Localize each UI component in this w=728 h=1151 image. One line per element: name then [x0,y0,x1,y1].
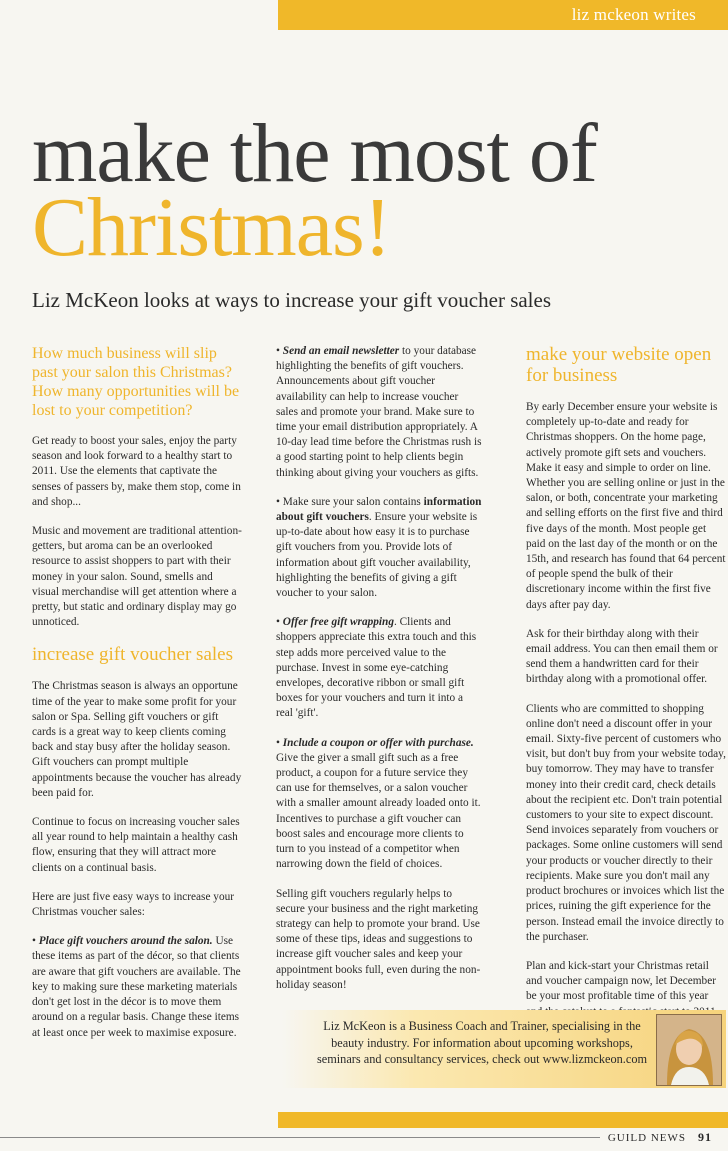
bullet-lead: Send an email newsletter [282,345,400,357]
intro-text: How much business will slip past your salon this Christmas? How many opportunities will be lost to your competition? [32,345,240,419]
bullet-item: • Offer free gift wrapping. Clients and shoppers appreciate this extra touch and this step adds more perceived value to the purchase. Invest in some eye-catching envelopes, decorative ribbon or small gift boxes for your vouchers and turn it into a real 'gift'. [276,616,477,720]
section-header-bar [278,0,728,30]
author-photo [656,1014,722,1086]
paragraph: Selling gift vouchers regularly helps to secure your business and the right marketing strategy can help to promote your brand. Use some of these tips, ideas and suggestions to increase gift voucher sales and keep your appointment books full, even during the non-holiday season! [276,887,481,991]
page-number: 91 [698,1130,712,1144]
publication-name: GUILD NEWS [607,1132,686,1144]
headline-line-1: make the most of [32,107,597,200]
article-column-1 [32,344,242,1055]
paragraph: Continue to focus on increasing voucher sales all year round to help maintain a healthy cash flow, ensuring that they will attract more clients on a continual basis. [32,816,240,874]
bullet-text: . Ensure your website is up-to-date about how easy it is to purchase gift vouchers from you. Provide lots of information about gift voucher availability, highlighting the benefits of giving a gift voucher to your salon. [276,511,478,600]
paragraph: The Christmas season is always an opportune time of the year to make some profit for your salon or Spa. Selling gift vouchers or gift cards is a great way to keep clients coming back and stay busy after the holiday season. Gift vouchers can prompt multiple appointments because the voucher has already been paid for. [32,680,242,799]
bullet-text: . Clients and shoppers appreciate this extra touch and this step adds more perceived value to the purchase. Invest in some eye-catching envelopes, decorative ribbon or small gift boxes for your vouchers and turn it into a real 'gift'. [276,616,477,720]
subheading: increase gift voucher sales [32,644,233,666]
bullet-item: • Send an email newsletter to your database highlighting the benefits of gift vouchers. Announcements about gift voucher availability can help to increase voucher sales and promote your brand. Make sure to time your email distribution appropriately. A 10-day lead time before the Christmas rush is a good starting point to help clients begin thinking about giving your vouchers as gifts. [276,345,482,479]
footer [608,1130,712,1145]
paragraph: Get ready to boost your sales, enjoy the party season and look forward to a healthy start to 2011. Use the elements that captivate the senses of passers by, make them stop, come in and shop... [32,435,241,508]
bullet-lead: Offer free gift wrapping [282,616,394,629]
bullet-item: • Make sure your salon contains information about gift vouchers. Ensure your website is up-to-date about how easy it is to purchase gift vouchers from you. Provide lots of information about gift voucher availability, highlighting the benefits of giving a gift voucher to your salon. [276,495,482,600]
paragraph: Music and movement are traditional attention-getters, but aroma can be an overlooked resource to assist shoppers to part with their money in your salon. Sound, smells and visual merchandise will get attention where a pretty, but static and ordinary display may go unnoticed. [32,525,242,629]
bullet-text: Give the giver a small gift such as a free product, a coupon for a future service they can use for themselves, or a salon voucher with a smaller amount already loaded onto it. Incentives to purchase a gift voucher can boost sales and encourage more clients to turn to you instead of a competitor when narrowing down the field of choices. [276,751,481,871]
section-label: liz mckeon writes [571,5,696,24]
author-portrait-icon [657,1015,721,1085]
bullet-item: • Include a coupon or offer with purchase. Give the giver a small gift such as a free product, a coupon for a future service they can use for themselves, or a salon voucher with a smaller amount already loaded onto it. Incentives to purchase a gift voucher can boost sales and encourage more clients to turn to you instead of a competitor when narrowing down the field of choices. [276,736,481,871]
headline-line-2: Christmas! [32,181,391,274]
paragraph: Plan and kick-start your Christmas retail and voucher campaign now, let December be your most profitable time of this year [526,959,716,1003]
bullet-lead: Place gift vouchers around the salon. [38,935,213,948]
paragraph: Clients who are committed to shopping online don't need a discount offer in your email. Sixty-five percent of customers who visit, but don't buy from your website today, buy tomorrow. They may have to transfer money into their credit card, check details about the recipient etc. Don't train potential customers to your site to expect discount. Send invoices separately from vouchers or packages. Some online customers will send your products or voucher directly to their recipients. Make sure you don't mail any product brochures or invoices which list the prices, ruining the gift experience for the person. Instead email the invoice directly to the purchaser. [526,702,726,943]
paragraph: Here are just five easy ways to increase your Christmas voucher sales: [32,890,235,919]
bullet-bold: information about gift vouchers [276,495,482,524]
footer-rule [0,1137,600,1138]
bullet-text: to your database highlighting the benefits of gift vouchers. Announcements about gift voucher availability can help to increase voucher sales and promote your brand. Make sure to time your email distribution appropriately. A 10-day lead time before the Christmas rush is a good starting point to help clients begin thinking about giving your vouchers as gifts. [276,345,482,479]
article-column-2 [276,344,482,1007]
author-bio: Liz McKeon is a Business Coach and Trainer, specialising in the beauty industry. For information about upcoming workshops, seminars and consultancy services, check out www.lizmckeon.com [316,1019,648,1066]
bullet-lead: Include a coupon or offer with purchase. [282,736,474,749]
standfirst: Liz McKeon looks at ways to increase your gift voucher sales [32,288,552,312]
bullet-text: Make sure your salon contains [282,495,424,508]
article-column-3 [526,344,726,1034]
footer-bar [278,1112,728,1128]
paragraph: By early December ensure your website is completely up-to-date and ready for Christmas shoppers. On the home page, actively promote gift sets and vouchers. Make it easy and simple to order on line. Whether you are selling online or just in the salon, or both, concentrate your marketing and selling efforts on the first five and third five days of the month. Most people get paid on the last day of the month or on the 15th, and research has found that 64 percent of people spend the bulk of their discretionary income within the first five days after pay day. [526,401,726,611]
bullet-item: • Place gift vouchers around the salon. Use these items as part of the décor, so that clients are aware that gift vouchers are available. The key to making sure these marketing materials don't get lost in the décor is to move them around on a regular basis. Change these items at least once per week to maximise exposure. [32,935,241,1039]
paragraph: Ask for their birthday along with their email address. You can then email them or send them a handwritten card for their birthday along with a promotional offer. [526,627,718,686]
subheading: make your website open for business [526,344,712,386]
bullet-text: Use these items as part of the décor, so that clients are aware that gift vouchers are available. The key to making sure these marketing materials don't get lost in the décor is to move them around on a regular basis. Change these items at least once per week to maximise exposure. [32,935,241,1039]
